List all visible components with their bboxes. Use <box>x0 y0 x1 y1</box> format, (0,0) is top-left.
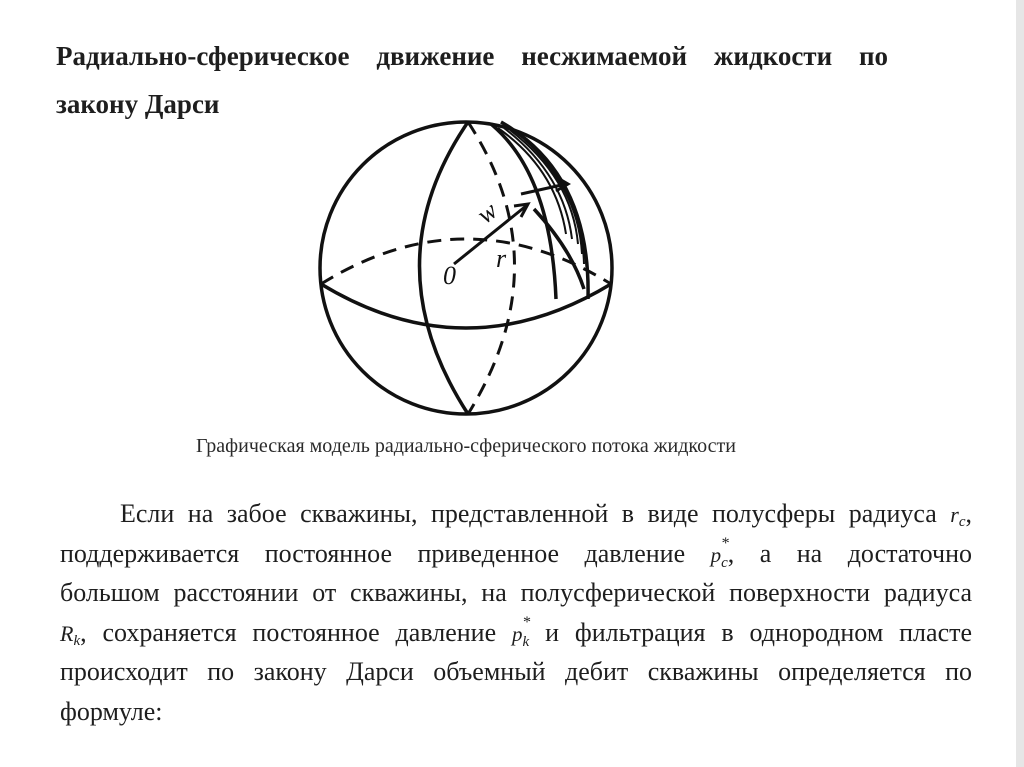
paragraph-line-2: поддерживается постоянное приведенное давление p * $_c$, а на достаточно <box>60 534 972 574</box>
paragraph-line-3: большом расстоянии от скважины, на полусферической поверхности радиуса <box>60 578 972 607</box>
paragraph-line-5: происходит по закону Дарси объемный дебит скважины определяется по <box>60 657 972 686</box>
label-velocity: w <box>471 195 503 230</box>
slide-title: Радиально-сферическое движение несжимаемой жидкости по закону Дарси <box>56 41 888 119</box>
figure-caption: Графическая модель радиально-сферического потока жидкости <box>196 435 736 457</box>
label-radius: r <box>496 244 507 273</box>
label-origin: 0 <box>443 261 456 290</box>
meridian-back <box>468 122 515 414</box>
symbol-rc: $r_c$ <box>950 502 966 530</box>
body-paragraph <box>60 494 972 731</box>
paragraph-line-6: формуле: <box>60 696 163 726</box>
slide-right-edge <box>1016 0 1024 767</box>
paragraph-line-1: Если на забое скважины, представленной в виде полусферы радиуса $r_c$, <box>120 499 972 530</box>
sphere-outline <box>320 122 612 414</box>
sphere-diagram <box>316 114 616 424</box>
symbol-pk: p * $_k$ <box>512 613 532 650</box>
paragraph-line-4: $R_k$, сохраняется постоянное давление p * $_k$ и фильтрация в однородном пласте <box>60 613 972 653</box>
symbol-rk: $R_k$ <box>60 620 81 649</box>
equator-front <box>321 284 611 328</box>
equator-back <box>321 239 611 284</box>
symbol-pc: p * $_c$ <box>710 534 730 571</box>
